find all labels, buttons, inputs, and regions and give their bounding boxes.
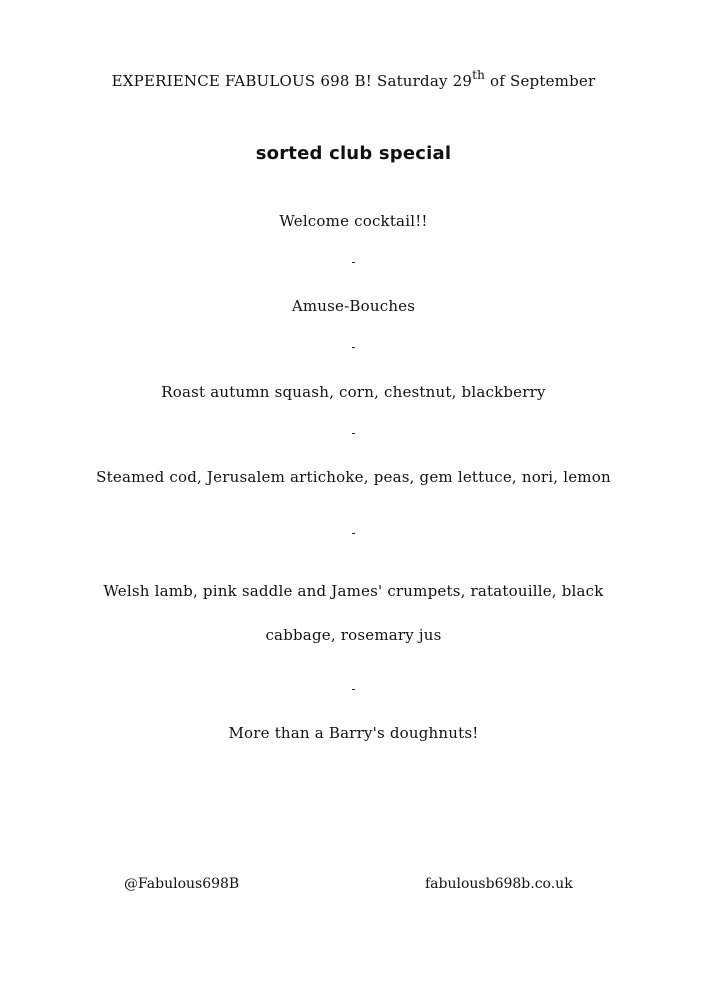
date-ordinal-suffix: th xyxy=(472,68,486,82)
event-header-suffix: of September xyxy=(485,72,596,90)
course-doughnuts: More than a Barry's doughnuts! xyxy=(228,724,479,742)
website-text: fabulousb698b.co.uk xyxy=(425,876,573,892)
course-lamb-line-1: Welsh lamb, pink saddle and James' crumpets, ratatouille, black xyxy=(103,582,604,600)
course-lamb-line-2: cabbage, rosemary jus xyxy=(265,626,442,644)
course-separator: - xyxy=(351,426,356,440)
course-amuse-bouches: Amuse-Bouches xyxy=(291,297,416,315)
menu-title: sorted club special xyxy=(255,143,452,164)
event-header-prefix: EXPERIENCE FABULOUS 698 B! Saturday 29 xyxy=(111,72,473,90)
course-separator: - xyxy=(351,255,356,269)
course-separator: - xyxy=(351,682,356,696)
event-header xyxy=(0,68,707,90)
social-handle: @Fabulous698B xyxy=(124,876,240,892)
course-welcome-cocktail: Welcome cocktail!! xyxy=(279,212,428,230)
course-cod: Steamed cod, Jerusalem artichoke, peas, gem lettuce, nori, lemon xyxy=(96,468,611,486)
course-separator: - xyxy=(351,340,356,354)
course-separator: - xyxy=(351,526,356,540)
course-squash: Roast autumn squash, corn, chestnut, blackberry xyxy=(161,383,546,401)
